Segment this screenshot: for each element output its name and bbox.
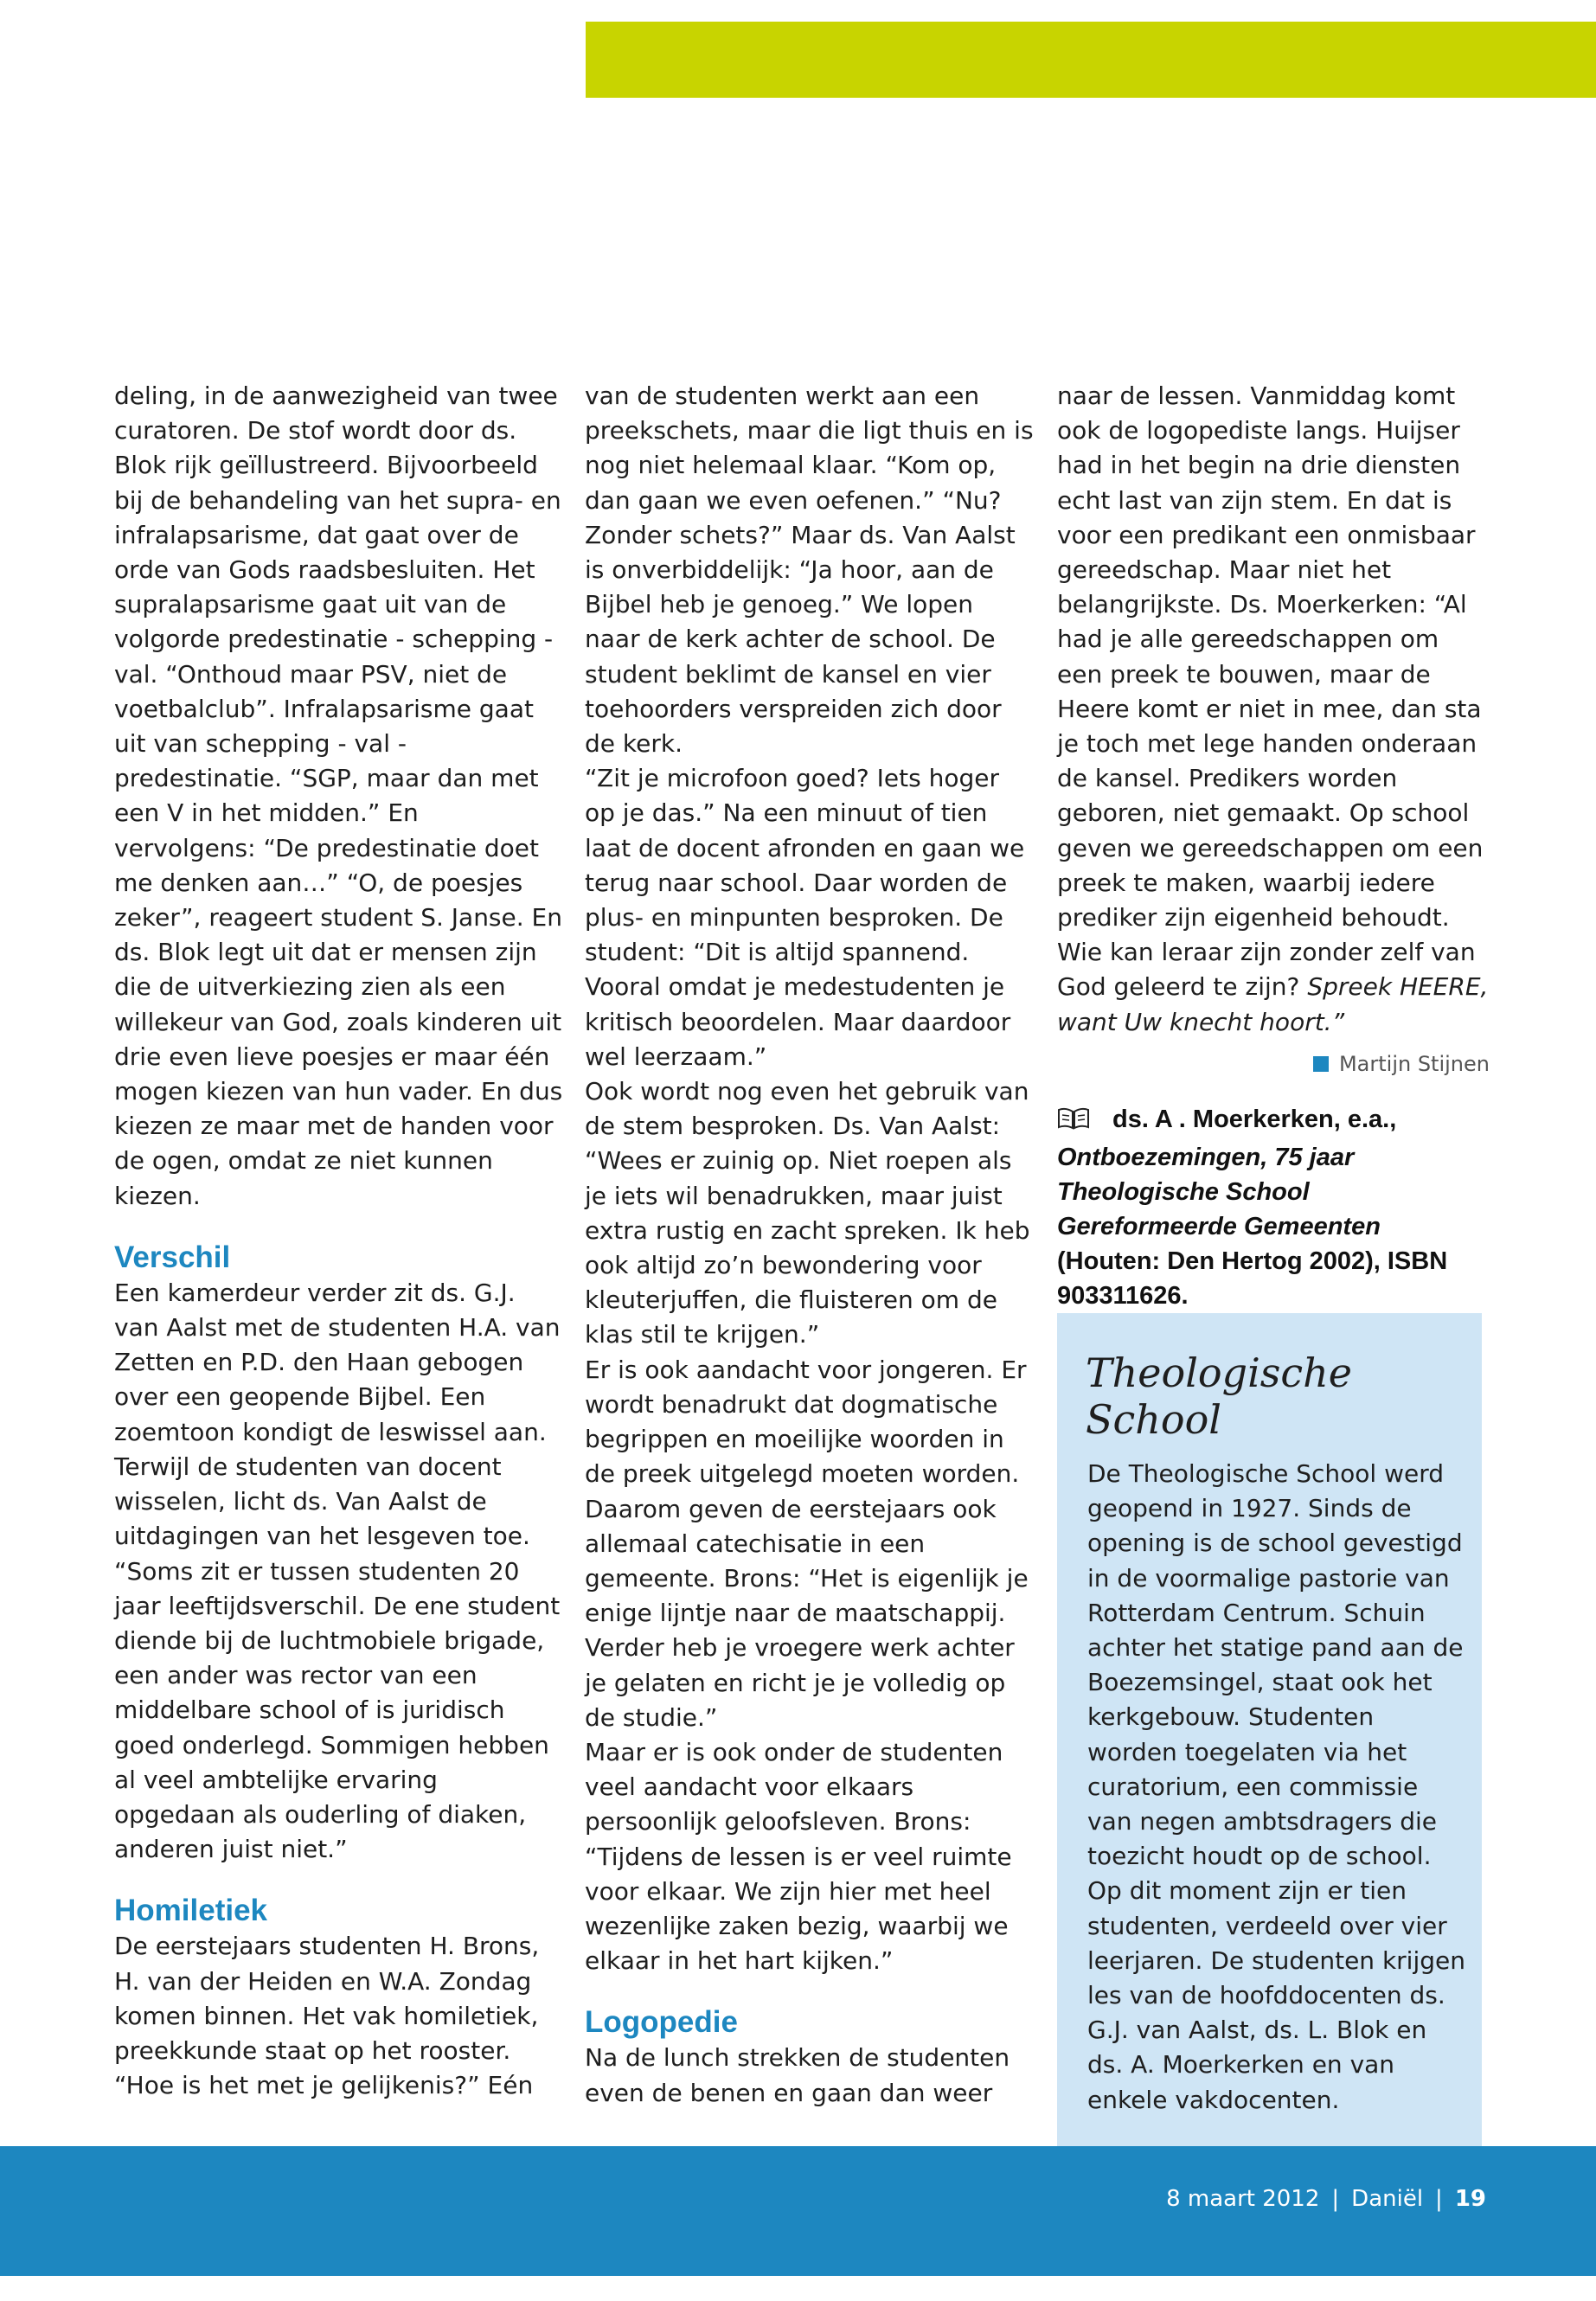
- author-name: Martijn Stijnen: [1338, 1051, 1490, 1076]
- paragraph-text: naar de lessen. Vanmiddag komt ook de logopediste langs. Huijser had in het begin na drie diensten echt last van zijn stem. En dat is voor een predikant een onmisbaar gereedschap. Maar niet het belangrijkste. Ds. Moerkerken: “Al had je alle gereedschappen om een preek te bouwen, maar de Heere komt er niet in mee, dan sta je toch met lege handen onderaan de kansel. Predikers worden geboren, niet gemaakt. Op school geven we gereedschappen om een preek te maken, waarbij iedere prediker zijn eigenheid behoudt. Wie kan leraar zijn zonder zelf van God geleerd te zijn?: [1057, 381, 1484, 1002]
- paragraph: “Zit je microfoon goed? Iets hoger op je das.” Na een minuut of tien laat de docent afronden en gaan we terug naar school. Daar worden de plus- en minpunten besproken. De student: “Dit is altijd spannend. Vooral omdat je medestudenten je kritisch beoordelen. Maar daardoor wel leerzaam.”: [585, 764, 1025, 1071]
- article-column-2: [585, 379, 1035, 2111]
- paragraph: van de studenten werkt aan een preekschets, maar die ligt thuis en is nog niet helemaal klaar. “Kom op, dan gaan we even oefenen.” “Nu? Zonder schets?” Maar ds. Van Aalst is onverbiddelijk: “Ja hoor, aan de Bijbel heb je genoeg.” We lopen naar de kerk achter de school. De student beklimt de kansel en vier toehoorders verspreiden zich door de kerk.: [585, 381, 1034, 759]
- section-heading-verschil: Verschil: [114, 1240, 231, 1274]
- separator: |: [1435, 2186, 1443, 2212]
- book-title: Ontboezemingen, 75 jaar Theologische School Gereformeerde Gemeenten: [1057, 1144, 1381, 1241]
- paragraph: [1057, 379, 1490, 1040]
- author-credit: [1057, 1047, 1490, 1081]
- info-box-text: De Theologische School werd geopend in 1927. Sinds de opening is de school gevestigd in de voormalige pastorie van Rotterdam Centrum. Schuin achter het statige pand aan de Boezemsingel, staat ook het kerkgebouw. Studenten worden toegelaten via het curatorium, een commissie van negen ambtsdragers die toezicht houdt op de school. Op dit moment zijn er tien studenten, verdeeld over vier leerjaren. De studenten krijgen les van de hoofddocenten ds. G.J. van Aalst, ds. L. Blok en ds. A. Moerkerken en van enkele vakdocenten.: [1087, 1459, 1465, 2114]
- section-heading-homiletiek: Homiletiek: [114, 1894, 267, 1928]
- book-publisher: (Houten: Den Hertog 2002), ISBN 903311626.: [1057, 1247, 1448, 1311]
- info-box: [1057, 1313, 1482, 2146]
- top-accent-bar: [586, 22, 1596, 98]
- paragraph: Een kamerdeur verder zit ds. G.J. van Aalst met de studenten H.A. van Zetten en P.D. den Haan gebogen over een geopende Bijbel. Een zoemtoon kondigt de leswissel aan. Terwijl de studenten van docent wisselen, licht ds. Van Aalst de uitdagingen van het lesgeven toe. “Soms zit er tussen studenten 20 jaar leeftijdsverschil. De ene student diende bij de luchtmobiele brigade, een ander was rector van een middelbare school of is juridisch goed onderlegd. Sommigen hebben al veel ambtelijke ervaring opgedaan als ouderling of diaken, anderen juist niet.”: [114, 1278, 561, 1864]
- square-bullet-icon: [1313, 1056, 1329, 1072]
- footer-info: [1166, 2186, 1486, 2212]
- magazine-name: Daniël: [1351, 2186, 1424, 2212]
- article-column-1: [114, 379, 564, 2103]
- separator: |: [1331, 2186, 1340, 2212]
- page-footer: [0, 2146, 1596, 2276]
- paragraph: Na de lunch strekken de studenten even de benen en gaan dan weer: [585, 2043, 1010, 2107]
- paragraph: Er is ook aandacht voor jongeren. Er wordt benadrukt dat dogmatische begrippen en moeilijke woorden in de preek uitgelegd moeten worden. Daarom geven de eerstejaars ook allemaal catechisatie in een gemeente. Brons: “Het is eigenlijk je enige lijntje naar de maatschappij. Verder heb je vroegere werk achter je gelaten en richt je je volledig op de studie.”: [585, 1355, 1029, 1732]
- paragraph: Ook wordt nog even het gebruik van de stem besproken. Ds. Van Aalst: “Wees er zuinig op. Niet roepen als je iets wil benadrukken, maar juist extra rustig en zacht spreken. Ik heb ook altijd zo’n bewondering voor kleuterjuffen, die fluisteren om de klas stil te krijgen.”: [585, 1077, 1030, 1349]
- book-author: ds. A . Moerkerken, e.a.,: [1112, 1106, 1397, 1134]
- section-heading-logopedie: Logopedie: [585, 2005, 738, 2040]
- book-reference: [1057, 1102, 1490, 1313]
- page-number: 19: [1454, 2186, 1486, 2212]
- issue-date: 8 maart 2012: [1166, 2186, 1320, 2212]
- paragraph: De eerstejaars studenten H. Brons, H. van der Heiden en W.A. Zondag komen binnen. Het vak homiletiek, preekkunde staat op het rooster. “Hoe is het met je gelijkenis?” Eén: [114, 1932, 540, 2100]
- paragraph: deling, in de aanwezigheid van twee curatoren. De stof wordt door ds. Blok rijk geïllustreerd. Bijvoorbeeld bij de behandeling van het supra- en infralapsarisme, dat gaat over de orde van Gods raadsbesluiten. Het supralapsarisme gaat uit van de volgorde predestinatie - schepping - val. “Onthoud maar PSV, niet de voetbalclub”. Infralapsarisme gaat uit van schepping - val - predestinatie. “SGP, maar dan met een V in het midden.” En vervolgens: “De predestinatie doet me denken aan…” “O, de poesjes zeker”, reageert student S. Janse. En ds. Blok legt uit dat er mensen zijn die de uitverkiezing zien als een willekeur van God, zoals kinderen uit drie even lieve poesjes er maar één mogen kiezen van hun vader. En dus kiezen ze maar met de handen voor de ogen, omdat ze niet kunnen kiezen.: [114, 381, 563, 1210]
- info-box-title: Theologische School: [1086, 1349, 1353, 1443]
- book-icon: [1057, 1106, 1090, 1140]
- article-column-3: [1057, 379, 1490, 1313]
- paragraph: Maar er is ook onder de studenten veel aandacht voor elkaars persoonlijk geloofsleven. Brons: “Tijdens de lessen is er veel ruimte voor elkaar. We zijn hier met heel wezenlijke zaken bezig, waarbij we elkaar in het hart kijken.”: [585, 1737, 1012, 1976]
- quote-italic: Spreek HEERE, want Uw knecht hoort.”: [1057, 972, 1489, 1036]
